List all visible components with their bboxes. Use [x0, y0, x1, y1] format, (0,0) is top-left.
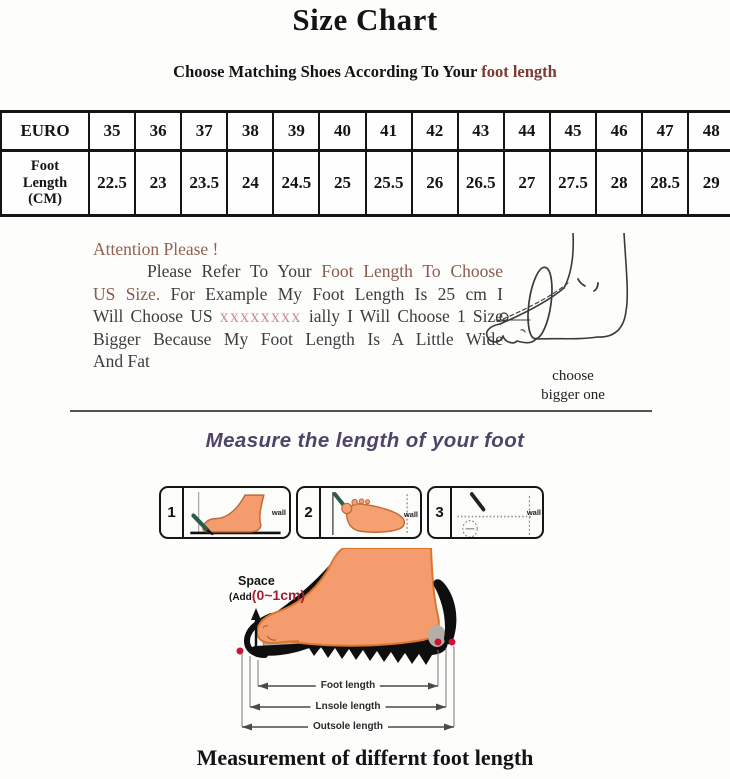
attention-note	[93, 238, 503, 372]
attention-heading: Attention Please !	[93, 239, 219, 259]
measure-step-1-panel	[159, 486, 291, 539]
measure-step-3-panel	[427, 486, 544, 539]
size-chart-table	[0, 110, 730, 217]
space-add-value: (0~1cm)	[251, 587, 306, 603]
foot-length-cell: 28	[596, 151, 642, 216]
euro-size-cell: 44	[504, 112, 550, 151]
euro-size-cell: 36	[135, 112, 181, 151]
foot-length-cell: 26.5	[458, 151, 504, 216]
subtitle-red-text: foot length	[481, 62, 557, 81]
euro-size-cell: 35	[89, 112, 135, 151]
outsole-length-label: Outsole length	[308, 721, 388, 732]
attention-line-5: And Fat	[93, 351, 150, 372]
space-add-label: (Add(0~1cm)	[229, 587, 306, 603]
censored-text: xxxxxxxx	[219, 306, 302, 327]
footprint-icon	[347, 504, 405, 532]
foot-length-cell: 26	[412, 151, 458, 216]
wall-label: wall	[403, 510, 418, 519]
step-number: 1	[161, 488, 184, 537]
foot-length-cell: 27	[504, 151, 550, 216]
step-number: 2	[298, 488, 321, 537]
choose-bigger-caption: choose bigger one	[541, 368, 605, 403]
euro-size-cell: 40	[319, 112, 365, 151]
subtitle-black-text: Choose Matching Shoes According To Your	[173, 62, 482, 81]
wall-label: wall	[526, 508, 541, 517]
euro-size-cell: 43	[458, 112, 504, 151]
foot-length-cell: 24.5	[273, 151, 319, 216]
attention-line-3: Will Choose US xxxxxxxx ially I Will Choose 1 Size	[93, 306, 503, 327]
euro-size-cell: 42	[412, 112, 458, 151]
foot-length-cell: 25	[319, 151, 365, 216]
attention-line-2: US Size. For Example My Foot Length Is 25 cm I	[93, 283, 504, 304]
marker-pen-icon	[472, 494, 484, 509]
foot-length-cell: 25.5	[366, 151, 412, 216]
euro-size-cell: 47	[642, 112, 688, 151]
foot-length-cell: 24	[227, 151, 273, 216]
euro-size-cell: 46	[596, 112, 642, 151]
foot-length-cell: 22.5	[89, 151, 135, 216]
euro-size-cell: 37	[181, 112, 227, 151]
foot-length-cell: 23	[135, 151, 181, 216]
insole-length-label: Lnsole length	[311, 701, 386, 712]
step-number: 3	[429, 488, 452, 537]
subtitle	[0, 62, 730, 82]
foot-length-cell: 29	[688, 151, 730, 216]
measure-step-2-panel	[296, 486, 422, 539]
side-foot-icon	[203, 495, 264, 532]
foot-length-cell: 28.5	[642, 151, 688, 216]
table-row-foot-length	[1, 151, 730, 216]
foot-length-cell: 27.5	[550, 151, 596, 216]
section-divider	[70, 410, 652, 412]
space-label: Space	[238, 574, 275, 588]
attention-line-4: Bigger Because My Foot Length Is A Little Wide	[93, 328, 503, 349]
foot-length-row-header: Foot Length (CM)	[1, 151, 89, 216]
attention-line-1: Please Refer To Your Foot Length To Choose	[147, 261, 503, 282]
euro-size-cell: 41	[366, 112, 412, 151]
table-row-euro	[1, 112, 730, 151]
page-title: Size Chart	[292, 2, 438, 37]
euro-size-cell: 38	[227, 112, 273, 151]
foot-length-cell: 23.5	[181, 151, 227, 216]
euro-size-cell: 45	[550, 112, 596, 151]
bottom-caption: Measurement of differnt foot length	[196, 745, 534, 770]
measure-section-heading: Measure the length of your foot	[205, 429, 525, 452]
euro-size-cell: 39	[273, 112, 319, 151]
foot-sketch-illustration	[476, 233, 666, 365]
wall-label: wall	[271, 508, 286, 517]
euro-row-header: EURO	[1, 112, 89, 151]
euro-size-cell: 48	[688, 112, 730, 151]
foot-length-label: Foot length	[316, 680, 380, 691]
